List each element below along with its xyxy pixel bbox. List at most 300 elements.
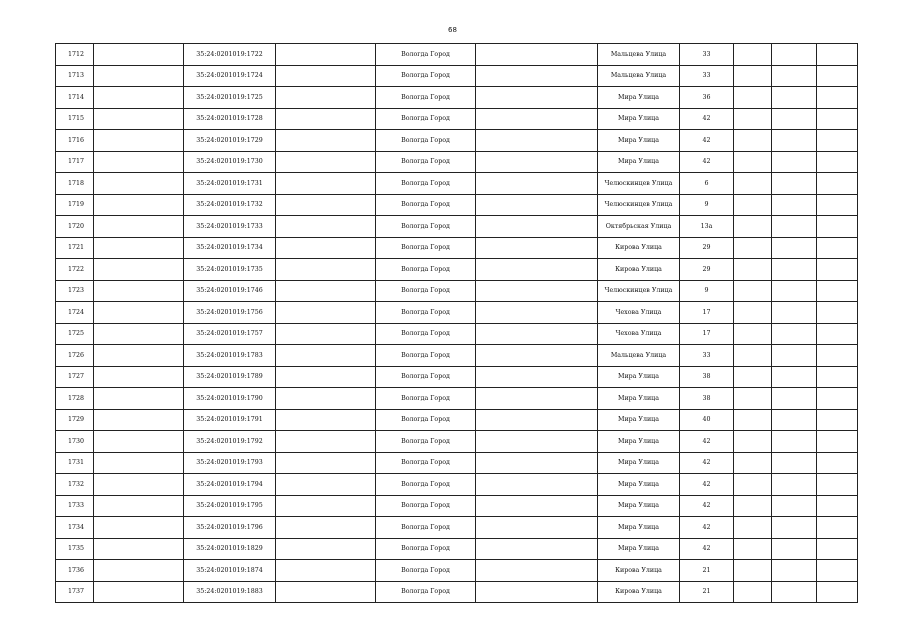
cell-street: Мира Улица [598, 409, 680, 431]
cell-empty [276, 431, 376, 453]
cell-empty [772, 280, 817, 302]
cell-empty [94, 431, 184, 453]
cell-street: Мира Улица [598, 474, 680, 496]
cell-house-number: 29 [680, 259, 734, 281]
cell-empty [276, 259, 376, 281]
cell-empty [734, 323, 772, 345]
cell-row-number: 1716 [56, 130, 94, 152]
table-row [56, 409, 858, 431]
cell-empty [734, 517, 772, 539]
cell-street: Чехова Улица [598, 302, 680, 324]
table-row [56, 474, 858, 496]
cell-street: Мальцева Улица [598, 44, 680, 66]
cell-empty [94, 538, 184, 560]
table-row [56, 302, 858, 324]
registry-table [55, 43, 858, 603]
cell-city: Вологда Город [376, 194, 476, 216]
cell-empty [276, 323, 376, 345]
cell-empty [772, 44, 817, 66]
cell-house-number: 9 [680, 280, 734, 302]
cell-empty [276, 151, 376, 173]
cell-empty [94, 65, 184, 87]
cell-empty [476, 216, 598, 238]
cell-empty [734, 431, 772, 453]
cell-row-number: 1731 [56, 452, 94, 474]
cell-street: Мира Улица [598, 130, 680, 152]
cell-empty [772, 409, 817, 431]
cell-empty [476, 409, 598, 431]
cell-cadastral-number: 35:24:0201019:1874 [184, 560, 276, 582]
cell-empty [734, 65, 772, 87]
cell-empty [817, 87, 858, 109]
cell-city: Вологда Город [376, 108, 476, 130]
cell-empty [817, 65, 858, 87]
cell-house-number: 42 [680, 517, 734, 539]
cell-empty [817, 216, 858, 238]
cell-city: Вологда Город [376, 495, 476, 517]
cell-empty [276, 495, 376, 517]
cell-city: Вологда Город [376, 173, 476, 195]
cell-row-number: 1718 [56, 173, 94, 195]
cell-street: Челюскинцев Улица [598, 280, 680, 302]
cell-empty [94, 409, 184, 431]
cell-empty [734, 151, 772, 173]
table-row [56, 194, 858, 216]
table-row [56, 517, 858, 539]
cell-empty [276, 194, 376, 216]
cell-row-number: 1717 [56, 151, 94, 173]
cell-empty [734, 280, 772, 302]
cell-empty [734, 237, 772, 259]
cell-city: Вологда Город [376, 431, 476, 453]
cell-house-number: 42 [680, 474, 734, 496]
cell-empty [772, 130, 817, 152]
cell-empty [276, 345, 376, 367]
cell-empty [817, 388, 858, 410]
cell-empty [94, 345, 184, 367]
cell-empty [94, 108, 184, 130]
table-row [56, 431, 858, 453]
cell-cadastral-number: 35:24:0201019:1724 [184, 65, 276, 87]
cell-house-number: 38 [680, 366, 734, 388]
cell-empty [734, 87, 772, 109]
cell-empty [734, 108, 772, 130]
cell-street: Мира Улица [598, 366, 680, 388]
table-row [56, 130, 858, 152]
cell-empty [734, 409, 772, 431]
cell-empty [94, 130, 184, 152]
cell-empty [276, 538, 376, 560]
cell-row-number: 1723 [56, 280, 94, 302]
cell-city: Вологда Город [376, 517, 476, 539]
cell-empty [817, 431, 858, 453]
cell-cadastral-number: 35:24:0201019:1757 [184, 323, 276, 345]
cell-empty [772, 302, 817, 324]
cell-cadastral-number: 35:24:0201019:1796 [184, 517, 276, 539]
cell-empty [772, 495, 817, 517]
table-row [56, 345, 858, 367]
cell-empty [772, 560, 817, 582]
cell-street: Мира Улица [598, 495, 680, 517]
cell-row-number: 1715 [56, 108, 94, 130]
cell-house-number: 42 [680, 130, 734, 152]
cell-row-number: 1722 [56, 259, 94, 281]
cell-empty [772, 65, 817, 87]
cell-empty [276, 44, 376, 66]
cell-row-number: 1726 [56, 345, 94, 367]
cell-cadastral-number: 35:24:0201019:1791 [184, 409, 276, 431]
cell-empty [772, 388, 817, 410]
cell-empty [276, 409, 376, 431]
table-row [56, 65, 858, 87]
cell-empty [817, 237, 858, 259]
cell-empty [772, 87, 817, 109]
table-row [56, 495, 858, 517]
cell-street: Мальцева Улица [598, 345, 680, 367]
table-row [56, 216, 858, 238]
cell-empty [734, 44, 772, 66]
cell-empty [772, 108, 817, 130]
cell-empty [817, 151, 858, 173]
cell-empty [94, 44, 184, 66]
cell-empty [772, 259, 817, 281]
cell-empty [94, 237, 184, 259]
cell-empty [734, 538, 772, 560]
cell-empty [817, 366, 858, 388]
cell-city: Вологда Город [376, 259, 476, 281]
cell-row-number: 1727 [56, 366, 94, 388]
cell-house-number: 17 [680, 302, 734, 324]
cell-cadastral-number: 35:24:0201019:1746 [184, 280, 276, 302]
cell-empty [817, 194, 858, 216]
cell-empty [476, 194, 598, 216]
cell-city: Вологда Город [376, 409, 476, 431]
table-row [56, 280, 858, 302]
cell-empty [476, 237, 598, 259]
cell-row-number: 1721 [56, 237, 94, 259]
cell-house-number: 42 [680, 452, 734, 474]
cell-city: Вологда Город [376, 388, 476, 410]
cell-empty [94, 495, 184, 517]
cell-empty [476, 517, 598, 539]
table-row [56, 366, 858, 388]
cell-empty [772, 323, 817, 345]
cell-street: Мира Улица [598, 388, 680, 410]
cell-empty [734, 194, 772, 216]
cell-city: Вологда Город [376, 302, 476, 324]
cell-street: Октябрьская Улица [598, 216, 680, 238]
cell-house-number: 29 [680, 237, 734, 259]
cell-street: Кирова Улица [598, 581, 680, 603]
cell-row-number: 1714 [56, 87, 94, 109]
cell-house-number: 33 [680, 345, 734, 367]
cell-cadastral-number: 35:24:0201019:1829 [184, 538, 276, 560]
cell-city: Вологда Город [376, 538, 476, 560]
cell-empty [276, 65, 376, 87]
cell-empty [276, 130, 376, 152]
cell-row-number: 1732 [56, 474, 94, 496]
cell-house-number: 36 [680, 87, 734, 109]
cell-empty [276, 173, 376, 195]
cell-street: Мира Улица [598, 517, 680, 539]
table-row [56, 452, 858, 474]
cell-empty [476, 87, 598, 109]
cell-empty [817, 409, 858, 431]
cell-empty [817, 259, 858, 281]
cell-empty [476, 259, 598, 281]
cell-street: Кирова Улица [598, 259, 680, 281]
cell-empty [817, 44, 858, 66]
table-row [56, 259, 858, 281]
cell-cadastral-number: 35:24:0201019:1790 [184, 388, 276, 410]
table-body [56, 44, 858, 603]
cell-row-number: 1725 [56, 323, 94, 345]
cell-empty [772, 517, 817, 539]
cell-street: Челюскинцев Улица [598, 194, 680, 216]
cell-empty [94, 280, 184, 302]
cell-city: Вологда Город [376, 581, 476, 603]
cell-empty [276, 366, 376, 388]
cell-empty [276, 216, 376, 238]
cell-empty [734, 495, 772, 517]
cell-city: Вологда Город [376, 560, 476, 582]
cell-empty [276, 280, 376, 302]
cell-house-number: 6 [680, 173, 734, 195]
cell-city: Вологда Город [376, 151, 476, 173]
cell-empty [772, 345, 817, 367]
cell-city: Вологда Город [376, 452, 476, 474]
cell-empty [476, 65, 598, 87]
cell-empty [276, 388, 376, 410]
cell-empty [734, 366, 772, 388]
cell-empty [94, 366, 184, 388]
cell-empty [734, 581, 772, 603]
cell-city: Вологда Город [376, 345, 476, 367]
cell-empty [817, 108, 858, 130]
cell-empty [817, 173, 858, 195]
cell-empty [734, 216, 772, 238]
cell-house-number: 42 [680, 108, 734, 130]
cell-empty [476, 495, 598, 517]
cell-empty [734, 259, 772, 281]
cell-empty [94, 259, 184, 281]
cell-empty [476, 151, 598, 173]
table-row [56, 151, 858, 173]
cell-empty [476, 581, 598, 603]
cell-empty [476, 452, 598, 474]
cell-row-number: 1719 [56, 194, 94, 216]
cell-empty [276, 237, 376, 259]
cell-empty [476, 366, 598, 388]
cell-empty [734, 474, 772, 496]
cell-empty [94, 302, 184, 324]
cell-city: Вологда Город [376, 130, 476, 152]
cell-empty [276, 108, 376, 130]
cell-empty [476, 108, 598, 130]
cell-street: Мира Улица [598, 151, 680, 173]
cell-empty [734, 345, 772, 367]
cell-city: Вологда Город [376, 323, 476, 345]
table-row [56, 581, 858, 603]
cell-empty [817, 495, 858, 517]
cell-empty [276, 474, 376, 496]
cell-house-number: 17 [680, 323, 734, 345]
cell-house-number: 42 [680, 538, 734, 560]
cell-row-number: 1729 [56, 409, 94, 431]
cell-empty [817, 345, 858, 367]
cell-empty [276, 560, 376, 582]
cell-house-number: 9 [680, 194, 734, 216]
cell-empty [94, 87, 184, 109]
cell-empty [817, 517, 858, 539]
cell-empty [817, 560, 858, 582]
cell-empty [772, 474, 817, 496]
cell-row-number: 1734 [56, 517, 94, 539]
cell-empty [734, 560, 772, 582]
cell-city: Вологда Город [376, 474, 476, 496]
cell-house-number: 13а [680, 216, 734, 238]
cell-empty [94, 323, 184, 345]
cell-row-number: 1712 [56, 44, 94, 66]
cell-house-number: 21 [680, 581, 734, 603]
cell-empty [476, 560, 598, 582]
cell-empty [817, 302, 858, 324]
cell-house-number: 40 [680, 409, 734, 431]
cell-house-number: 42 [680, 151, 734, 173]
cell-cadastral-number: 35:24:0201019:1731 [184, 173, 276, 195]
cell-empty [734, 173, 772, 195]
cell-empty [476, 474, 598, 496]
cell-empty [94, 517, 184, 539]
cell-empty [734, 452, 772, 474]
cell-street: Мира Улица [598, 108, 680, 130]
cell-empty [772, 194, 817, 216]
cell-empty [734, 388, 772, 410]
cell-empty [94, 581, 184, 603]
cell-empty [94, 388, 184, 410]
cell-empty [734, 130, 772, 152]
cell-city: Вологда Город [376, 280, 476, 302]
cell-empty [817, 581, 858, 603]
cell-cadastral-number: 35:24:0201019:1732 [184, 194, 276, 216]
cell-empty [476, 302, 598, 324]
cell-empty [772, 237, 817, 259]
cell-cadastral-number: 35:24:0201019:1734 [184, 237, 276, 259]
cell-empty [817, 130, 858, 152]
cell-street: Мира Улица [598, 431, 680, 453]
cell-empty [817, 538, 858, 560]
cell-street: Мальцева Улица [598, 65, 680, 87]
cell-row-number: 1713 [56, 65, 94, 87]
cell-house-number: 33 [680, 65, 734, 87]
cell-city: Вологда Город [376, 237, 476, 259]
cell-empty [772, 452, 817, 474]
cell-city: Вологда Город [376, 44, 476, 66]
cell-house-number: 42 [680, 495, 734, 517]
cell-cadastral-number: 35:24:0201019:1793 [184, 452, 276, 474]
cell-empty [772, 216, 817, 238]
table-row [56, 173, 858, 195]
cell-house-number: 33 [680, 44, 734, 66]
table-row [56, 87, 858, 109]
cell-house-number: 38 [680, 388, 734, 410]
cell-cadastral-number: 35:24:0201019:1789 [184, 366, 276, 388]
cell-empty [476, 44, 598, 66]
cell-cadastral-number: 35:24:0201019:1722 [184, 44, 276, 66]
cell-empty [276, 581, 376, 603]
cell-empty [476, 280, 598, 302]
cell-street: Кирова Улица [598, 560, 680, 582]
cell-empty [772, 151, 817, 173]
cell-cadastral-number: 35:24:0201019:1725 [184, 87, 276, 109]
cell-street: Мира Улица [598, 87, 680, 109]
cell-empty [94, 194, 184, 216]
cell-cadastral-number: 35:24:0201019:1783 [184, 345, 276, 367]
cell-cadastral-number: 35:24:0201019:1795 [184, 495, 276, 517]
table-row [56, 44, 858, 66]
cell-empty [94, 452, 184, 474]
cell-empty [276, 302, 376, 324]
cell-empty [772, 538, 817, 560]
cell-cadastral-number: 35:24:0201019:1729 [184, 130, 276, 152]
table-row [56, 538, 858, 560]
cell-empty [476, 431, 598, 453]
cell-city: Вологда Город [376, 65, 476, 87]
cell-empty [476, 323, 598, 345]
cell-empty [734, 302, 772, 324]
cell-empty [476, 173, 598, 195]
cell-empty [276, 87, 376, 109]
cell-house-number: 21 [680, 560, 734, 582]
cell-street: Челюскинцев Улица [598, 173, 680, 195]
cell-city: Вологда Город [376, 366, 476, 388]
table-row [56, 108, 858, 130]
page-number: 68 [448, 26, 457, 34]
table-row [56, 323, 858, 345]
cell-row-number: 1728 [56, 388, 94, 410]
cell-empty [94, 173, 184, 195]
cell-row-number: 1735 [56, 538, 94, 560]
cell-empty [817, 452, 858, 474]
cell-cadastral-number: 35:24:0201019:1730 [184, 151, 276, 173]
cell-street: Кирова Улица [598, 237, 680, 259]
cell-empty [94, 151, 184, 173]
table-row [56, 237, 858, 259]
cell-empty [276, 517, 376, 539]
cell-city: Вологда Город [376, 216, 476, 238]
cell-empty [817, 323, 858, 345]
cell-empty [276, 452, 376, 474]
cell-cadastral-number: 35:24:0201019:1728 [184, 108, 276, 130]
cell-row-number: 1720 [56, 216, 94, 238]
cell-street: Мира Улица [598, 452, 680, 474]
cell-empty [817, 474, 858, 496]
table-row [56, 388, 858, 410]
cell-empty [772, 431, 817, 453]
cell-row-number: 1724 [56, 302, 94, 324]
cell-city: Вологда Город [376, 87, 476, 109]
cell-empty [94, 216, 184, 238]
cell-empty [476, 388, 598, 410]
cell-empty [772, 581, 817, 603]
cell-cadastral-number: 35:24:0201019:1756 [184, 302, 276, 324]
table-row [56, 560, 858, 582]
cell-empty [817, 280, 858, 302]
cell-empty [772, 366, 817, 388]
cell-empty [476, 345, 598, 367]
cell-cadastral-number: 35:24:0201019:1792 [184, 431, 276, 453]
cell-cadastral-number: 35:24:0201019:1883 [184, 581, 276, 603]
